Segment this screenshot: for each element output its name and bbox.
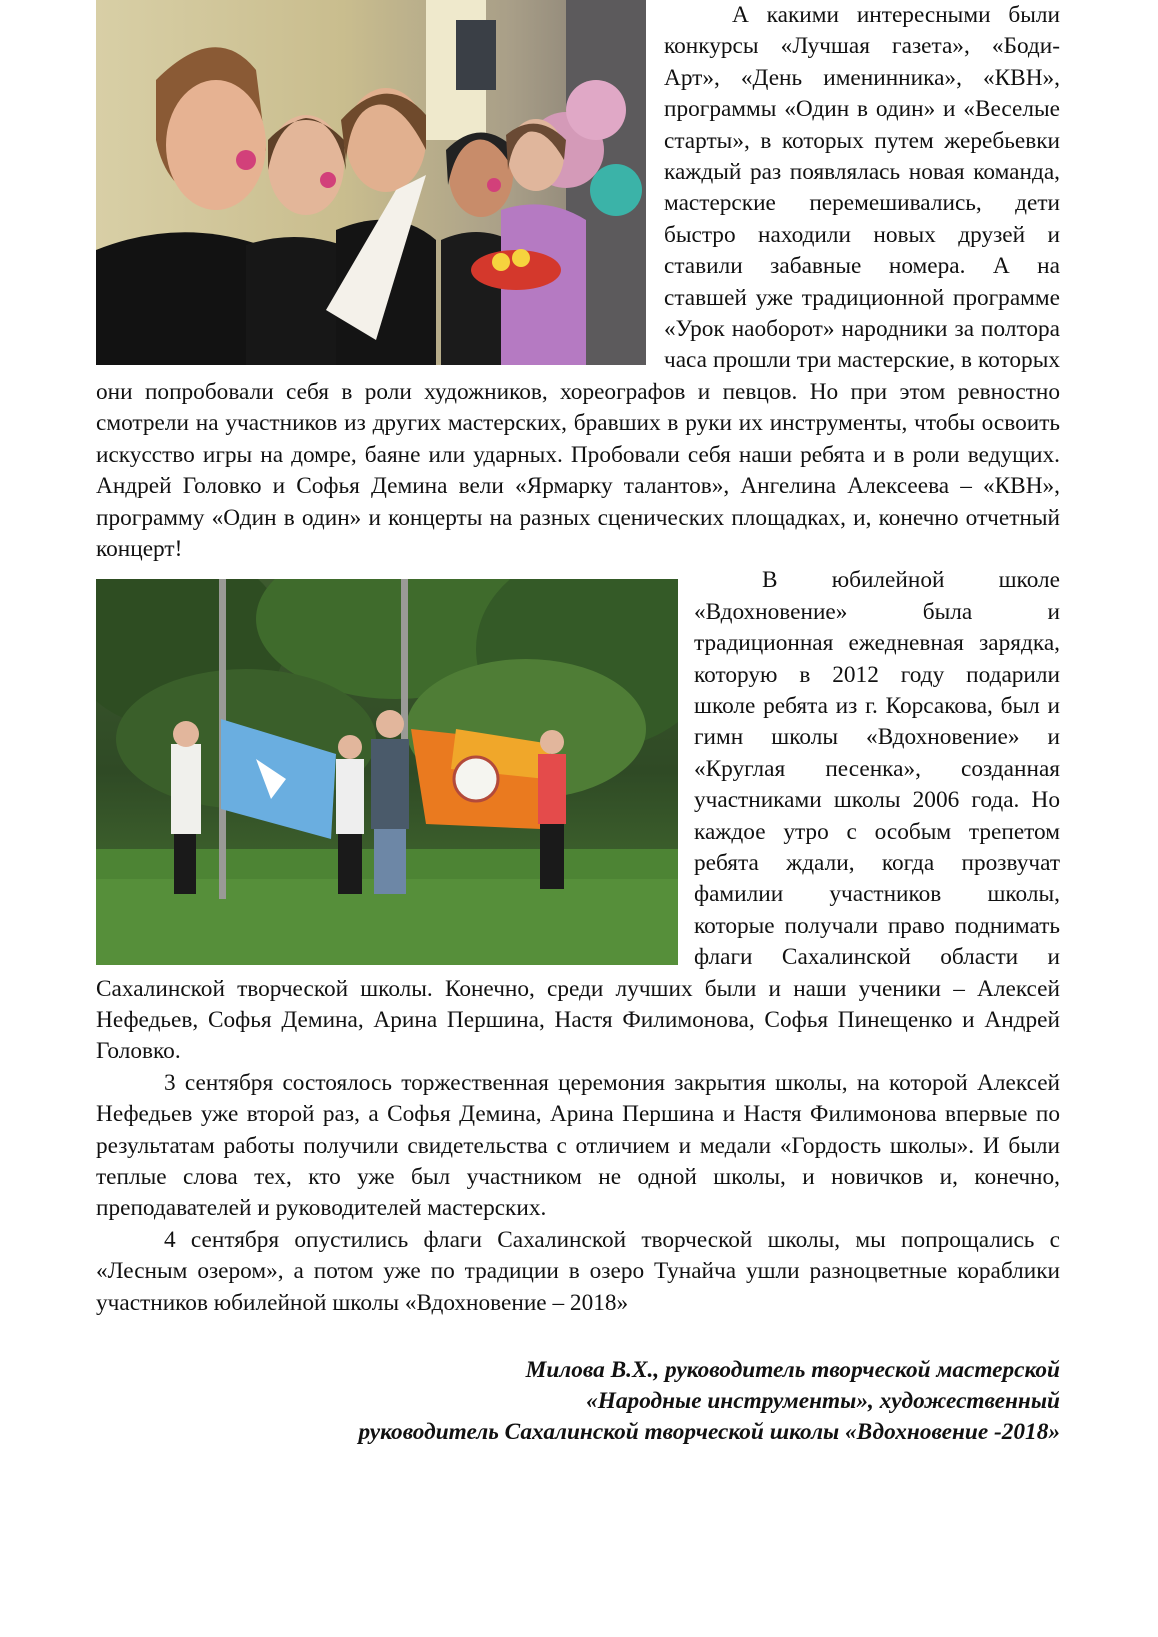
signature-line-1: Милова В.Х., руководитель творческой мастерской — [525, 1357, 1060, 1384]
photo-children-face-paint-image — [96, 0, 646, 365]
paragraph-2: В юбилейной школе «Вдохновение» была и традиционная ежедневная зарядка, которую в 2012 году подарили школе ребята из г. Корсакова, был и гимн школы «Вдохновение» и «Круглая песенка», созданная участниками школы 2006 года. Но каждое утро с особым трепетом ребята ждали, когда прозвучат фамилии участников школы, которые получали право поднимать флаги Сахалинской области и Сахалинской творческой школы. Конечно, среди лучших были и наши ученики – Алексей Нефедьев, Софья Демина, Арина Першина, Настя Филимонова, Софья Пинещенко и Андрей Головко. — [96, 567, 1060, 1065]
signature-line-3: руководитель Сахалинской творческой школы «Вдохновение -2018» — [358, 1419, 1060, 1446]
author-signature — [96, 1355, 1060, 1448]
signature-line-2: «Народные инструменты», художественный — [586, 1388, 1060, 1415]
article-body — [96, 0, 1060, 1448]
photo-children-with-flags-image — [96, 579, 678, 965]
photo-children-face-paint — [96, 0, 646, 365]
paragraph-1: А какими интересными были конкурсы «Лучшая газета», «Боди-Арт», «День именинника», «КВН», программы «Один в один» и «Веселые старты», в которых путем жеребьевки каждый раз появлялась новая команда, мастерские перемешивались, дети быстро находили новых друзей и ставили забавные номера. А на ставшей уже традиционной программе «Урок наоборот» народники за полтора часа прошли три мастерские, в которых они попробовали себя в роли художников, хореографов и певцов. Но при этом ревностно смотрели на участников из других мастерских, бравших в руки их инструменты, чтобы освоить искусство игры на домре, баяне или ударных. Пробовали себя наши ребята и в роли ведущих. Андрей Головко и Софья Демина вели «Ярмарку талантов», Ангелина Алексеева – «КВН», программу «Один в один» и концерты на разных сценических площадках, и, конечно отчетный концерт! — [96, 2, 1060, 562]
paragraph-4: 4 сентября опустились флаги Сахалинской творческой школы, мы попрощались с «Лесным озером», а потом уже по традиции в озеро Тунайча ушли разноцветные кораблики участников юбилейной школы «Вдохновение – 2018» — [96, 1226, 1060, 1316]
paragraph-3: 3 сентября состоялось торжественная церемония закрытия школы, на которой Алексей Нефедьев уже второй раз, а Софья Демина, Арина Першина и Настя Филимонова впервые по результатам работы получили свидетельства с отличием и медали «Гордость школы». И были теплые слова тех, кто уже был участником не одной школы, и новичков и, конечно, преподавателей и руководителей мастерских. — [96, 1069, 1060, 1222]
photo-children-with-flags — [96, 579, 678, 965]
